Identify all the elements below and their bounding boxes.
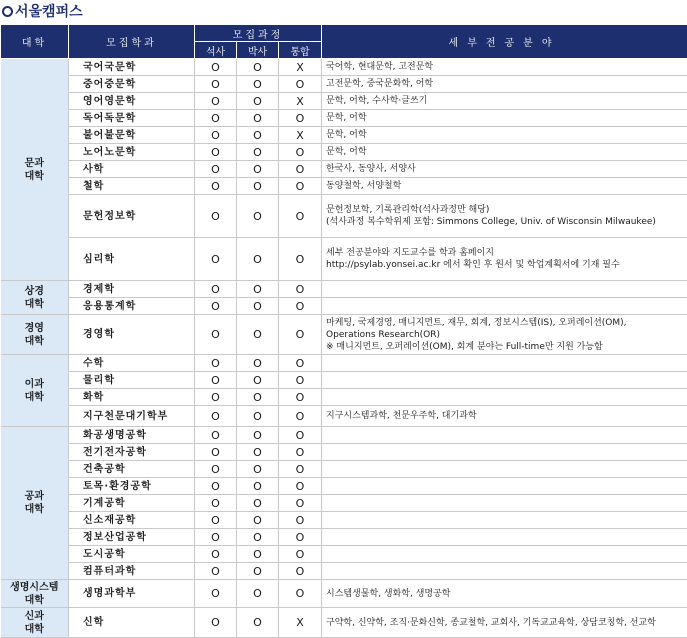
table-row xyxy=(1,315,687,355)
details-cell xyxy=(322,389,687,406)
doctoral-cell: O xyxy=(237,315,279,355)
details-cell xyxy=(322,563,687,580)
table-row xyxy=(1,195,687,238)
header-masters: 석사 xyxy=(195,42,237,59)
masters-cell: O xyxy=(195,315,237,355)
details-cell: 국어학, 현대문학, 고전문학 xyxy=(322,59,687,76)
department-cell: 철학 xyxy=(69,178,195,195)
details-cell: 고전문학, 중국문화학, 어학 xyxy=(322,76,687,93)
table-row xyxy=(1,389,687,406)
combined-cell: O xyxy=(279,110,322,127)
table-row xyxy=(1,546,687,563)
combined-cell: O xyxy=(279,178,322,195)
combined-cell: O xyxy=(279,580,322,608)
combined-cell: O xyxy=(279,529,322,546)
department-cell: 도시공학 xyxy=(69,546,195,563)
doctoral-cell: O xyxy=(237,238,279,281)
department-cell: 노어노문학 xyxy=(69,144,195,161)
table-row xyxy=(1,127,687,144)
doctoral-cell: O xyxy=(237,161,279,178)
masters-cell: O xyxy=(195,281,237,298)
header-doctoral: 박사 xyxy=(237,42,279,59)
combined-cell: O xyxy=(279,427,322,444)
combined-cell: O xyxy=(279,315,322,355)
header-combined: 통합 xyxy=(279,42,322,59)
table-row xyxy=(1,355,687,372)
combined-cell: O xyxy=(279,563,322,580)
doctoral-cell: O xyxy=(237,495,279,512)
doctoral-cell: O xyxy=(237,372,279,389)
header-details: 세부전공분야 xyxy=(322,25,687,59)
header-program: 모집과정 xyxy=(195,25,322,42)
department-cell: 경영학 xyxy=(69,315,195,355)
combined-cell: O xyxy=(279,495,322,512)
masters-cell: O xyxy=(195,563,237,580)
combined-cell: X xyxy=(279,127,322,144)
department-cell: 건축공학 xyxy=(69,461,195,478)
masters-cell: O xyxy=(195,355,237,372)
combined-cell: O xyxy=(279,281,322,298)
doctoral-cell: O xyxy=(237,427,279,444)
doctoral-cell: O xyxy=(237,563,279,580)
details-cell xyxy=(322,281,687,298)
table-row xyxy=(1,161,687,178)
department-cell: 컴퓨터과학 xyxy=(69,563,195,580)
combined-cell: O xyxy=(279,355,322,372)
combined-cell: O xyxy=(279,461,322,478)
masters-cell: O xyxy=(195,580,237,608)
department-cell: 신학 xyxy=(69,608,195,638)
table-row xyxy=(1,406,687,427)
combined-cell: O xyxy=(279,444,322,461)
masters-cell: O xyxy=(195,478,237,495)
details-cell: 문학, 어학 xyxy=(322,127,687,144)
details-cell xyxy=(322,444,687,461)
doctoral-cell: O xyxy=(237,144,279,161)
table-row xyxy=(1,372,687,389)
department-cell: 전기전자공학 xyxy=(69,444,195,461)
table-row xyxy=(1,93,687,110)
table-body xyxy=(1,59,687,638)
combined-cell: O xyxy=(279,478,322,495)
doctoral-cell: O xyxy=(237,406,279,427)
masters-cell: O xyxy=(195,144,237,161)
college-cell: 경영 대학 xyxy=(1,315,69,355)
combined-cell: O xyxy=(279,238,322,281)
details-cell xyxy=(322,372,687,389)
department-cell: 화학 xyxy=(69,389,195,406)
combined-cell: O xyxy=(279,298,322,315)
doctoral-cell: O xyxy=(237,512,279,529)
table-row xyxy=(1,427,687,444)
details-cell: 지구시스템과학, 천문우주학, 대기과학 xyxy=(322,406,687,427)
details-cell xyxy=(322,546,687,563)
masters-cell: O xyxy=(195,110,237,127)
table-row xyxy=(1,608,687,638)
masters-cell: O xyxy=(195,495,237,512)
table-row xyxy=(1,512,687,529)
doctoral-cell: O xyxy=(237,461,279,478)
doctoral-cell: O xyxy=(237,444,279,461)
table-row xyxy=(1,178,687,195)
doctoral-cell: O xyxy=(237,93,279,110)
college-cell: 생명시스템 대학 xyxy=(1,580,69,608)
department-cell: 국어국문학 xyxy=(69,59,195,76)
college-cell: 상경 대학 xyxy=(1,281,69,315)
masters-cell: O xyxy=(195,161,237,178)
details-cell: 세부 전공분야와 지도교수를 학과 홈페이지 http://psylab.yonsei.ac.kr 에서 확인 후 원서 및 학업계획서에 기재 필수 xyxy=(322,238,687,281)
details-cell: 문학, 어학, 수사학·글쓰기 xyxy=(322,93,687,110)
table-row xyxy=(1,580,687,608)
details-cell xyxy=(322,495,687,512)
details-cell xyxy=(322,529,687,546)
combined-cell: O xyxy=(279,372,322,389)
department-cell: 화공생명공학 xyxy=(69,427,195,444)
table-row xyxy=(1,281,687,298)
combined-cell: O xyxy=(279,161,322,178)
details-cell xyxy=(322,478,687,495)
details-cell xyxy=(322,298,687,315)
combined-cell: X xyxy=(279,93,322,110)
doctoral-cell: O xyxy=(237,127,279,144)
combined-cell: X xyxy=(279,59,322,76)
department-cell: 기계공학 xyxy=(69,495,195,512)
doctoral-cell: O xyxy=(237,281,279,298)
masters-cell: O xyxy=(195,546,237,563)
masters-cell: O xyxy=(195,427,237,444)
masters-cell: O xyxy=(195,389,237,406)
masters-cell: O xyxy=(195,127,237,144)
doctoral-cell: O xyxy=(237,529,279,546)
department-cell: 사학 xyxy=(69,161,195,178)
college-cell: 문과 대학 xyxy=(1,59,69,281)
details-cell: 한국사, 동양사, 서양사 xyxy=(322,161,687,178)
department-cell: 토목·환경공학 xyxy=(69,478,195,495)
details-cell: 문학, 어학 xyxy=(322,144,687,161)
department-cell: 영어영문학 xyxy=(69,93,195,110)
masters-cell: O xyxy=(195,93,237,110)
combined-cell: O xyxy=(279,512,322,529)
doctoral-cell: O xyxy=(237,76,279,93)
table-row xyxy=(1,298,687,315)
details-cell: 동양철학, 서양철학 xyxy=(322,178,687,195)
college-cell: 공과 대학 xyxy=(1,427,69,580)
table-row xyxy=(1,110,687,127)
combined-cell: O xyxy=(279,195,322,238)
table-row xyxy=(1,76,687,93)
department-cell: 생명과학부 xyxy=(69,580,195,608)
combined-cell: O xyxy=(279,389,322,406)
table-row xyxy=(1,444,687,461)
table-row xyxy=(1,478,687,495)
details-cell xyxy=(322,461,687,478)
department-cell: 신소재공학 xyxy=(69,512,195,529)
header-college: 대학 xyxy=(1,25,69,59)
department-cell: 독어독문학 xyxy=(69,110,195,127)
combined-cell: O xyxy=(279,546,322,563)
table-row xyxy=(1,529,687,546)
table-row xyxy=(1,495,687,512)
doctoral-cell: O xyxy=(237,478,279,495)
table-row xyxy=(1,563,687,580)
doctoral-cell: O xyxy=(237,178,279,195)
combined-cell: X xyxy=(279,608,322,638)
department-cell: 물리학 xyxy=(69,372,195,389)
doctoral-cell: O xyxy=(237,298,279,315)
details-cell: 문학, 어학 xyxy=(322,110,687,127)
college-cell: 신과 대학 xyxy=(1,608,69,638)
doctoral-cell: O xyxy=(237,195,279,238)
combined-cell: O xyxy=(279,144,322,161)
details-cell: 마케팅, 국제경영, 매니지먼트, 재무, 회계, 정보시스템(IS), 오퍼레이션(OM), Operations Research(OR) ※ 매니지먼트, 오퍼레이션(OM), 회계 분야는 Full-time만 지원 가능함 xyxy=(322,315,687,355)
masters-cell: O xyxy=(195,238,237,281)
details-cell xyxy=(322,512,687,529)
details-cell: 문헌정보학, 기록관리학(석사과정만 해당) (석사과정 복수학위제 포함: Simmons College, Univ. of Wisconsin Milwaukee) xyxy=(322,195,687,238)
table-row xyxy=(1,144,687,161)
combined-cell: O xyxy=(279,76,322,93)
doctoral-cell: O xyxy=(237,355,279,372)
header-department: 모집학과 xyxy=(69,25,195,59)
masters-cell: O xyxy=(195,76,237,93)
doctoral-cell: O xyxy=(237,389,279,406)
doctoral-cell: O xyxy=(237,608,279,638)
department-cell: 지구천문대기학부 xyxy=(69,406,195,427)
details-cell: 시스템생물학, 생화학, 생명공학 xyxy=(322,580,687,608)
table-row xyxy=(1,238,687,281)
department-cell: 정보산업공학 xyxy=(69,529,195,546)
college-cell: 이과 대학 xyxy=(1,355,69,427)
campus-title xyxy=(2,0,83,22)
campus-title-text: 서울캠퍼스 xyxy=(15,1,83,21)
masters-cell: O xyxy=(195,444,237,461)
department-cell: 수학 xyxy=(69,355,195,372)
doctoral-cell: O xyxy=(237,110,279,127)
masters-cell: O xyxy=(195,512,237,529)
masters-cell: O xyxy=(195,372,237,389)
combined-cell: O xyxy=(279,406,322,427)
admission-table xyxy=(0,24,687,638)
masters-cell: O xyxy=(195,195,237,238)
masters-cell: O xyxy=(195,608,237,638)
table-row xyxy=(1,59,687,76)
doctoral-cell: O xyxy=(237,546,279,563)
masters-cell: O xyxy=(195,298,237,315)
details-cell: 구약학, 신약학, 조직·문화신학, 종교철학, 교회사, 기독교교육학, 상담코칭학, 선교학 xyxy=(322,608,687,638)
masters-cell: O xyxy=(195,406,237,427)
department-cell: 경제학 xyxy=(69,281,195,298)
department-cell: 문헌정보학 xyxy=(69,195,195,238)
department-cell: 중어중문학 xyxy=(69,76,195,93)
masters-cell: O xyxy=(195,461,237,478)
circle-bullet-icon xyxy=(2,6,13,17)
masters-cell: O xyxy=(195,529,237,546)
masters-cell: O xyxy=(195,178,237,195)
doctoral-cell: O xyxy=(237,580,279,608)
department-cell: 불어불문학 xyxy=(69,127,195,144)
details-cell xyxy=(322,355,687,372)
department-cell: 응용통계학 xyxy=(69,298,195,315)
table-row xyxy=(1,461,687,478)
masters-cell: O xyxy=(195,59,237,76)
doctoral-cell: O xyxy=(237,59,279,76)
details-cell xyxy=(322,427,687,444)
department-cell: 심리학 xyxy=(69,238,195,281)
